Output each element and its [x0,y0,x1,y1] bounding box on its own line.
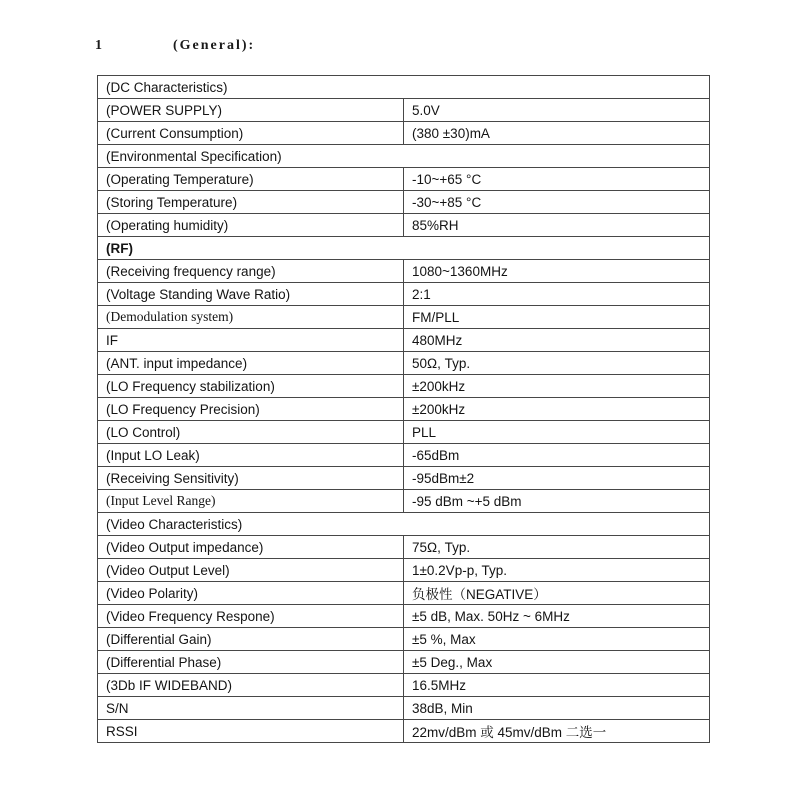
table-row [98,605,710,628]
spec-value: 2:1 [404,283,710,306]
spec-param: (Video Polarity) [98,582,404,605]
spec-value: (380 ±30)mA [404,122,710,145]
table-row [98,122,710,145]
section-label: (DC Characteristics) [98,76,710,99]
section-row [98,513,710,536]
table-row [98,651,710,674]
spec-param: RSSI [98,720,404,743]
table-row [98,191,710,214]
spec-param: (Operating humidity) [98,214,404,237]
spec-value: PLL [404,421,710,444]
spec-param: (Differential Gain) [98,628,404,651]
table-row [98,421,710,444]
spec-value: ±200kHz [404,398,710,421]
table-row [98,697,710,720]
spec-value: -10~+65 °C [404,168,710,191]
table-row [98,398,710,421]
spec-param: (LO Frequency stabilization) [98,375,404,398]
spec-param: (Operating Temperature) [98,168,404,191]
section-label: (RF) [98,237,710,260]
table-row [98,582,710,605]
spec-value: 16.5MHz [404,674,710,697]
spec-value: 85%RH [404,214,710,237]
spec-param: (3Db IF WIDEBAND) [98,674,404,697]
spec-param: (LO Frequency Precision) [98,398,404,421]
table-row [98,306,710,329]
section-number: 1 [95,38,102,53]
table-row [98,375,710,398]
spec-param: (Video Frequency Respone) [98,605,404,628]
spec-param: (Current Consumption) [98,122,404,145]
spec-value: 1±0.2Vp-p, Typ. [404,559,710,582]
spec-param: (Differential Phase) [98,651,404,674]
table-row [98,559,710,582]
spec-value: 50Ω, Typ. [404,352,710,375]
table-row [98,720,710,743]
spec-value: ±200kHz [404,375,710,398]
spec-param: (Video Output Level) [98,559,404,582]
section-label: (Environmental Specification) [98,145,710,168]
table-row [98,214,710,237]
spec-value: -65dBm [404,444,710,467]
table-row [98,352,710,375]
spec-param: (Storing Temperature) [98,191,404,214]
table-row [98,674,710,697]
table-row [98,283,710,306]
spec-param: (POWER SUPPLY) [98,99,404,122]
spec-value: -95dBm±2 [404,467,710,490]
spec-value: 38dB, Min [404,697,710,720]
spec-value: 1080~1360MHz [404,260,710,283]
section-row [98,76,710,99]
section-row [98,145,710,168]
table-row [98,467,710,490]
spec-param: (Demodulation system) [98,306,404,329]
spec-param: (Receiving Sensitivity) [98,467,404,490]
spec-value: 75Ω, Typ. [404,536,710,559]
spec-param: (ANT. input impedance) [98,352,404,375]
table-row [98,329,710,352]
spec-param: (Voltage Standing Wave Ratio) [98,283,404,306]
spec-value: -95 dBm ~+5 dBm [404,490,710,513]
spec-value: 5.0V [404,99,710,122]
table-row [98,260,710,283]
spec-param: (Input LO Leak) [98,444,404,467]
spec-value: ±5 dB, Max. 50Hz ~ 6MHz [404,605,710,628]
spec-value: 480MHz [404,329,710,352]
spec-value: ±5 %, Max [404,628,710,651]
spec-param: (Receiving frequency range) [98,260,404,283]
spec-value: ±5 Deg., Max [404,651,710,674]
spec-value: -30~+85 °C [404,191,710,214]
spec-param: (LO Control) [98,421,404,444]
spec-param: (Video Output impedance) [98,536,404,559]
section-title: (General): [173,38,256,53]
section-label: (Video Characteristics) [98,513,710,536]
spec-param: S/N [98,697,404,720]
spec-value: 22mv/dBm 或 45mv/dBm 二选一 [404,720,710,743]
section-heading [95,38,255,54]
table-row [98,99,710,122]
table-row [98,536,710,559]
spec-param: (Input Level Range) [98,490,404,513]
spec-value: 负极性（NEGATIVE） [404,582,710,605]
table-row [98,168,710,191]
spec-param: IF [98,329,404,352]
spec-value: FM/PLL [404,306,710,329]
spec-table [97,75,710,743]
table-row [98,444,710,467]
section-row [98,237,710,260]
table-row [98,490,710,513]
table-row [98,628,710,651]
